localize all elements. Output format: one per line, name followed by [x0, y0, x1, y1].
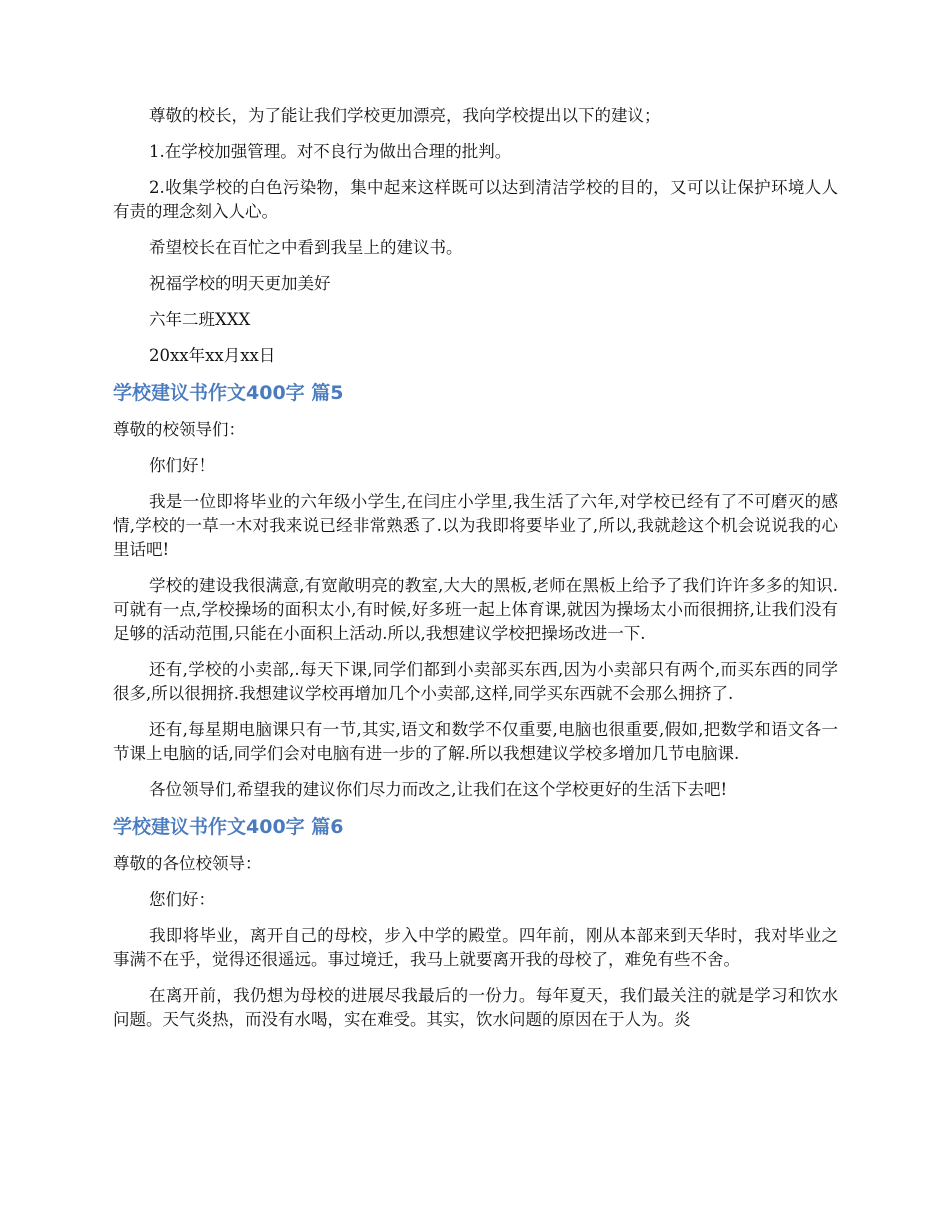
body-paragraph: 1.在学校加强管理。对不良行为做出合理的批判。: [149, 142, 512, 161]
body-paragraph: 你们好！: [149, 456, 215, 475]
body-paragraph: 还有,每星期电脑课只有一节,其实,语文和数学不仅重要,电脑也很重要,假如,把数学和语文各一节课上电脑的话,同学们会对电脑有进一步的了解.所以我想建议学校多增加几节电脑课.: [113, 720, 838, 763]
signature-line: 六年二班XXX: [149, 310, 251, 329]
body-paragraph: 各位领导们,希望我的建议你们尽力而改之,让我们在这个学校更好的生活下去吧!: [149, 780, 728, 799]
body-paragraph: 学校的建设我很满意,有宽敞明亮的教室,大大的黑板,老师在黑板上给予了我们许许多多的知识.可就有一点,学校操场的面积太小,有时候,好多班一起上体育课,就因为操场太小而很拥挤,让我们没有足够的活动范围,只能在小面积上活动.所以,我想建议学校把操场改进一下.: [113, 576, 838, 643]
body-paragraph: 我即将毕业，离开自己的母校，步入中学的殿堂。四年前，刚从本部来到天华时，我对毕业之事满不在乎，觉得还很遥远。事过境迁，我马上就要离开我的母校了，难免有些不舍。: [113, 926, 838, 969]
document-page: [113, 104, 838, 1032]
body-paragraph: 在离开前，我仍想为母校的进展尽我最后的一份力。每年夏天，我们最关注的就是学习和饮水问题。天气炎热，而没有水喝，实在难受。其实，饮水问题的原因在于人为。炎: [113, 986, 838, 1029]
body-paragraph: 尊敬的校长，为了能让我们学校更加漂亮，我向学校提出以下的建议；: [149, 106, 661, 125]
greeting-line: 尊敬的校领导们：: [113, 420, 245, 439]
section-heading: 学校建议书作文400字 篇5: [113, 382, 344, 404]
body-paragraph: 希望校长在百忙之中看到我呈上的建议书。: [149, 238, 463, 257]
body-paragraph: 祝福学校的明天更加美好: [149, 274, 331, 293]
greeting-line: 尊敬的各位校领导：: [113, 854, 262, 873]
body-paragraph: 您们好：: [149, 890, 215, 909]
body-paragraph: 还有,学校的小卖部,.每天下课,同学们都到小卖部买东西,因为小卖部只有两个,而买东西的同学很多,所以很拥挤.我想建议学校再增加几个小卖部,这样,同学买东西就不会那么拥挤了.: [113, 660, 838, 703]
body-paragraph: 2.收集学校的白色污染物，集中起来这样既可以达到清洁学校的目的，又可以让保护环境人人有责的理念刻入人心。: [113, 178, 838, 221]
body-paragraph: 我是一位即将毕业的六年级小学生,在闫庄小学里,我生活了六年,对学校已经有了不可磨灭的感情,学校的一草一木对我来说已经非常熟悉了.以为我即将要毕业了,所以,我就趁这个机会说说我的心里话吧!: [113, 492, 838, 559]
date-line: 20xx年xx月xx日: [149, 346, 276, 365]
section-heading: 学校建议书作文400字 篇6: [113, 816, 344, 838]
